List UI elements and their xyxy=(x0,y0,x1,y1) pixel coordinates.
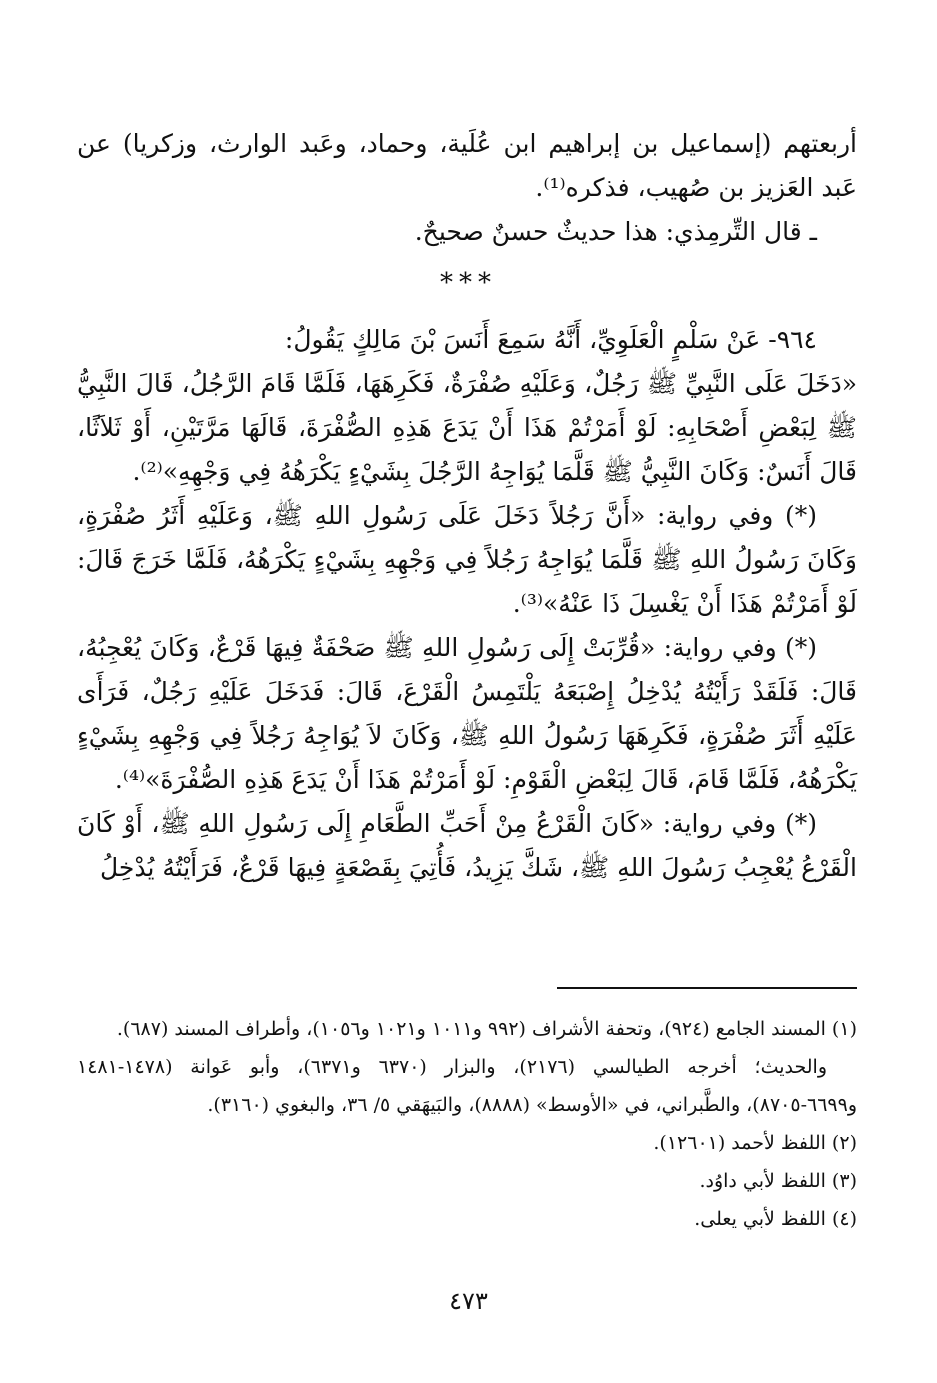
narration-3: (*) وفي رواية: «قُرِّبَتْ إِلَى رَسُولِ اللهِ ﷺ صَحْفَةٌ فِيهَا قَرْعٌ، وَكَانَ يُعْجِبُهُ، قَالَ: فَلَقَدْ رَأَيْتُهُ يُدْخِلُ إِصْبَعَهُ يَلْتَمِسُ الْقَرْعَ، قَالَ: فَدَخَلَ عَلَيْهِ رَجُلٌ، فَرَأَى عَلَيْهِ أَثَرَ صُفْرَةٍ، فَكَرِهَهَا رَسُولُ اللهِ ﷺ، وَكَانَ لاَ يُوَاجِهُ رَجُلاً فِي وَجْهِهِ بِشَيْءٍ يَكْرَهُهُ، فَلَمَّا قَامَ، قَالَ لِبَعْضِ الْقَوْمِ: لَوْ أَمَرْتُمْ هَذَا أَنْ يَدَعَ هَذِهِ الصُّفْرَةَ»⁽⁴⁾. xyxy=(77,633,857,794)
hadith-heading: ٩٦٤- عَنْ سَلْمٍ الْعَلَوِيِّ، أَنَّهُ سَمِعَ أَنَسَ بْنَ مَالِكٍ يَقُولُ: xyxy=(284,325,817,354)
footnote-1: (١) المسند الجامع (٩٢٤)، وتحفة الأشراف (٩٩٢ و١٠١١ و١٠٢١ و١٠٥٦)، وأطراف المسند (٦٨٧). xyxy=(116,1018,857,1040)
hadith-text: «دَخَلَ عَلَى النَّبِيِّ ﷺ رَجُلٌ، وَعَلَيْهِ صُفْرَةٌ، فَكَرِهَهَا، فَلَمَّا قَامَ الرَّجُلُ، قَالَ النَّبِيُّ ﷺ لِبَعْضِ أَصْحَابِهِ: لَوْ أَمَرْتُمْ هَذَا أَنْ يَدَعَ هَذِهِ الصُّفْرَةَ، قَالَهَا مَرَّتَيْنِ، أَوْ ثَلاَثًا، قَالَ أَنَسٌ: وَكَانَ النَّبِيُّ ﷺ قَلَّمَا يُوَاجِهُ الرَّجُلَ بِشَيْءٍ يَكْرَهُهُ فِي وَجْهِهِ»⁽²⁾. xyxy=(77,369,857,486)
tirmidhi-note: ـ قال التِّرمِذي: هذا حديثٌ حسنٌ صحيحٌ. xyxy=(414,217,817,246)
footnote-2: (٢) اللفظ لأحمد (١٢٦٠١). xyxy=(653,1132,857,1154)
footnote-1-continuation: والحديث؛ أخرجه الطيالسي (٢١٧٦)، والبزار (٦٣٧٠ و٦٣٧١)، وأبو عَوانة (١٤٧٨-١٤٨١ و٦٦٩٩-٨٧٠٥)، والطَّبراني، في «الأوسط» (٨٨٨٨)، والبَيهَقي ٥/ ٣٦، والبغوي (٣١٦٠). xyxy=(77,1056,857,1116)
footnote-3: (٣) اللفظ لأبي داوُد. xyxy=(699,1170,857,1192)
page-number: ٤٧٣ xyxy=(449,1287,488,1315)
intro-block xyxy=(77,122,857,254)
narration-4: (*) وفي رواية: «كَانَ الْقَرْعُ مِنْ أَحَبِّ الطَّعَامِ إِلَى رَسُولِ اللهِ ﷺ، أَوْ كَانَ الْقَرْعُ يُعْجِبُ رَسُولَ اللهِ ﷺ، شَكَّ يَزِيدُ، فَأُتِيَ بِقَصْعَةٍ فِيهَا قَرْعٌ، فَرَأَيْتُهُ يُدْخِلُ xyxy=(77,809,857,882)
narration-2: (*) وفي رواية: «أَنَّ رَجُلاً دَخَلَ عَلَى رَسُولِ اللهِ ﷺ، وَعَلَيْهِ أَثَرُ صُفْرَةٍ، وَكَانَ رَسُولُ اللهِ ﷺ قَلَّمَا يُوَاجِهُ رَجُلاً فِي وَجْهِهِ بِشَيْءٍ يَكْرَهُهُ، فَلَمَّا خَرَجَ قَالَ: لَوْ أَمَرْتُمْ هَذَا أَنْ يَغْسِلَ ذَا عَنْهُ»⁽³⁾. xyxy=(77,501,857,618)
intro-paragraph: أربعتهم (إسماعيل بن إبراهيم ابن عُلَية، وحماد، وعَبد الوارث، وزكريا) عن عَبد العَزيز بن صُهيب، فذكره⁽¹⁾. xyxy=(77,129,857,202)
section-separator: *** xyxy=(440,268,497,298)
footnote-4: (٤) اللفظ لأبي يعلى. xyxy=(694,1208,857,1230)
hadith-block xyxy=(77,318,857,890)
footnotes xyxy=(77,1010,857,1238)
footnote-divider xyxy=(557,987,857,989)
